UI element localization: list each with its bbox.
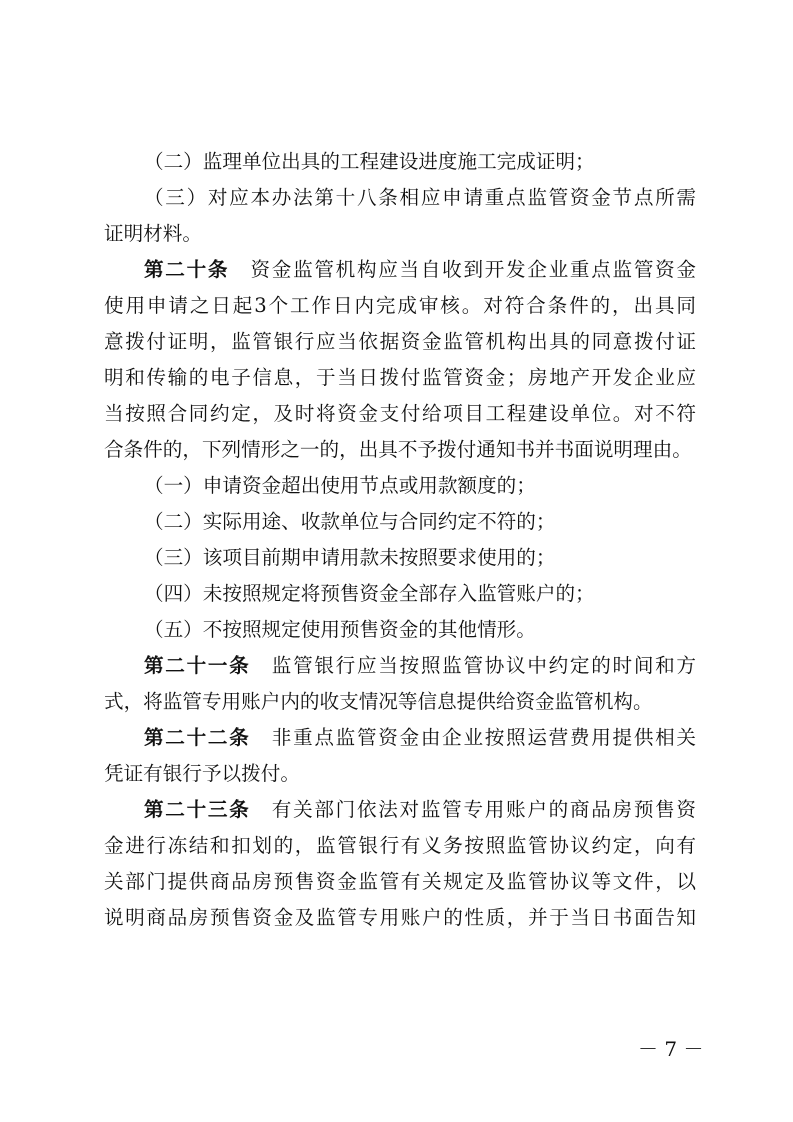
article-20-text: 资金监管机构应当自收到开发企业重点监管资金 [250,258,696,281]
page-number: － 7 － [638,1037,704,1061]
article-23 [104,792,696,828]
article-21-line-2: 式，将监管专用账户内的收支情况等信息提供给资金监管机构。 [104,690,653,713]
article-22-line-2: 凭证有银行予以拨付。 [104,762,300,785]
document-body [104,144,696,936]
article-20-line-3: 意拨付证明，监管银行应当依据资金监管机构出具的同意拨付证 [104,330,696,353]
article-20-line-6: 合条件的，下列情形之一的，出具不予拨付通知书并书面说明理由。 [104,438,692,461]
article-20-line-2: 使用申请之日起3个工作日内完成审核。对符合条件的，出具同 [104,294,696,317]
list-item-3-continued: 证明材料。 [104,222,202,245]
article-21-heading: 第二十一条 [144,654,251,677]
article-20-line-4: 明和传输的电子信息，于当日拨付监管资金；房地产开发企业应 [104,366,696,389]
article-20-heading: 第二十条 [144,258,230,281]
article-22-text: 非重点监管资金由企业按照运营费用提供相关 [271,726,696,749]
list-item-3: （三）对应本办法第十八条相应申请重点监管资金节点所需 [144,186,696,209]
article-20-line-5: 当按照合同约定，及时将资金支付给项目工程建设单位。对不符 [104,402,696,425]
article-20 [104,252,696,288]
condition-item-5: （五）不按照规定使用预售资金的其他情形。 [144,618,536,641]
article-22 [104,720,696,756]
article-23-text: 有关部门依法对监管专用账户的商品房预售资 [271,798,696,821]
article-23-heading: 第二十三条 [144,798,251,821]
article-23-line-3: 关部门提供商品房预售资金监管有关规定及监管协议等文件，以 [104,870,696,893]
article-23-line-4: 说明商品房预售资金及监管专用账户的性质，并于当日书面告知 [104,906,696,929]
condition-item-3: （三）该项目前期申请用款未按照要求使用的； [144,546,556,569]
article-23-line-2: 金进行冻结和扣划的，监管银行有义务按照监管协议约定，向有 [104,834,696,857]
list-item-2: （二）监理单位出具的工程建设进度施工完成证明； [144,150,595,173]
condition-item-2: （二）实际用途、收款单位与合同约定不符的； [144,510,556,533]
article-21-text: 监管银行应当按照监管协议中约定的时间和方 [271,654,696,677]
article-22-heading: 第二十二条 [144,726,251,749]
condition-item-4: （四）未按照规定将预售资金全部存入监管账户的； [144,582,595,605]
condition-item-1: （一）申请资金超出使用节点或用款额度的； [144,474,536,497]
article-21 [104,648,696,684]
